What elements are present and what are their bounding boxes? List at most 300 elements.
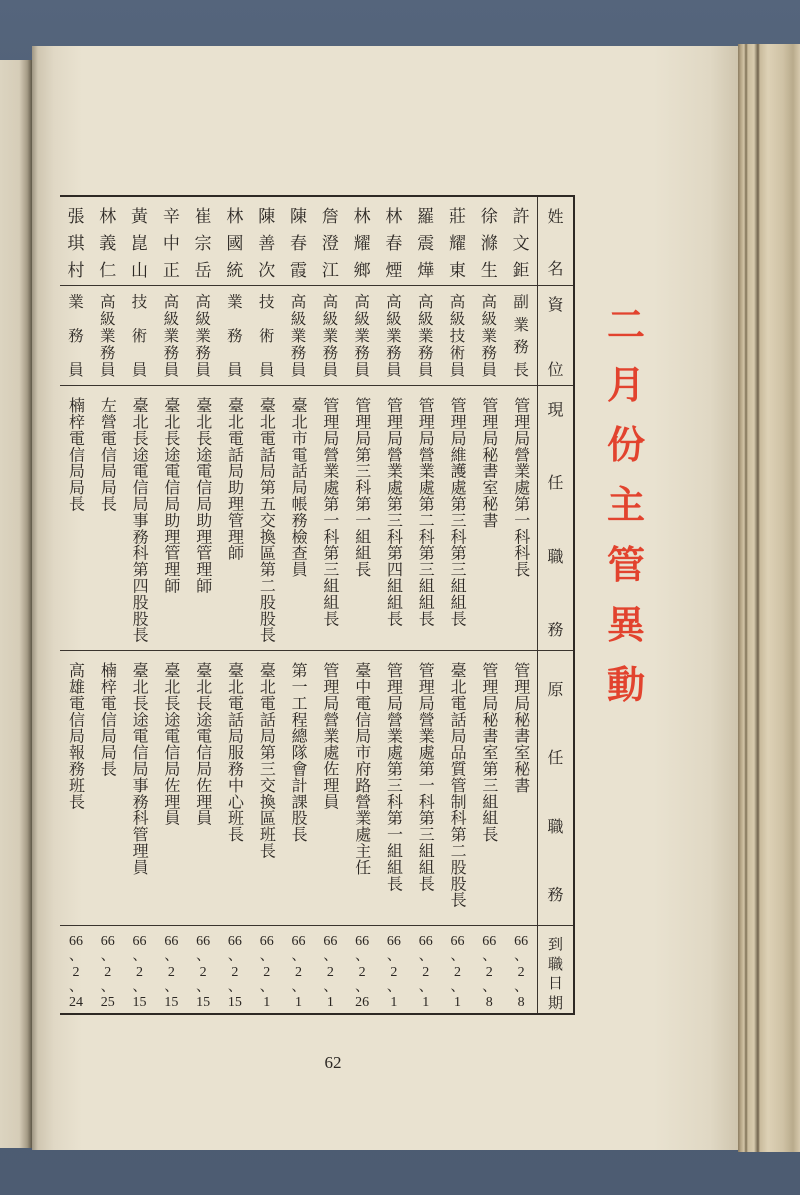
glyph: 高 [290,293,307,311]
date-separator: 、 [196,949,211,965]
glyph: 務 [354,343,370,362]
glyph: 術 [131,326,148,345]
date-separator: 、 [450,949,465,965]
header-rank [547,297,563,378]
date-part: 66 [196,934,211,949]
date-part: 2 [136,964,144,980]
start-date [419,935,433,1010]
glyph: 業 [386,326,402,345]
glyph: 級 [386,309,402,328]
glyph: 級 [449,309,466,328]
person-name [513,209,530,280]
glyph: 務 [322,343,339,362]
table-row [314,197,346,1013]
previous-post: 管理局營業處佐理員 [320,662,340,810]
previous-post: 臺中電信局市府路營業處主任 [352,662,372,876]
date-part: 2 [104,964,112,980]
date-separator: 、 [450,979,465,995]
name-cell [92,197,124,286]
start-date [355,935,369,1010]
glyph: 務 [547,619,564,639]
name-cell [219,197,251,286]
rank-cell [155,286,187,386]
table-row [410,197,442,1013]
date-part: 2 [390,964,398,980]
glyph: 務 [417,343,434,362]
start-date-cell [314,926,346,1013]
glyph: 職 [547,546,564,566]
previous-post: 管理局秘書室第三組組長 [479,662,499,843]
current-post: 臺北長途電信局事務科第四股股長 [130,397,150,643]
glyph: 江 [321,261,339,281]
date-separator: 、 [227,949,242,965]
glyph: 琪 [67,234,85,254]
date-part: 66 [100,934,115,949]
glyph: 員 [195,360,211,379]
current-post: 臺北電話局助理管理師 [225,397,245,561]
glyph: 高 [163,293,180,311]
glyph: 務 [163,343,180,362]
glyph: 東 [449,261,466,281]
start-date-cell [442,926,474,1013]
page-number: 62 [324,1053,342,1072]
previous-post-cell [346,651,378,926]
person-rank [323,295,339,378]
glyph: 現 [547,400,564,419]
person-rank [482,295,498,378]
person-rank [68,295,84,378]
glyph: 中 [162,234,180,254]
header-current-post [547,402,563,638]
glyph: 日 [547,974,563,993]
person-rank [386,295,402,378]
personnel-table [60,195,575,1015]
date-separator: 、 [386,979,401,995]
date-part: 66 [164,934,179,949]
date-part: 2 [485,964,493,980]
start-date [482,935,496,1010]
start-date-cell [60,926,92,1013]
date-part: 66 [68,934,83,949]
rank-cell [219,286,251,386]
glyph: 資 [547,295,564,314]
current-post-cell [378,386,410,651]
glyph: 員 [417,360,434,379]
glyph: 林 [226,207,244,227]
start-date [69,935,83,1010]
glyph: 統 [226,261,244,281]
person-rank [100,295,116,378]
date-part: 2 [263,964,271,980]
current-post: 楠梓電信局局長 [66,397,86,512]
date-part: 2 [454,964,461,980]
start-date [133,935,147,1010]
glyph: 異 [606,603,645,647]
table-row [60,197,92,1013]
page-stack-edge [738,44,800,1152]
header-previous-post [547,682,563,903]
glyph: 員 [449,360,466,379]
previous-post-cell [187,651,219,926]
person-name [226,209,243,280]
name-cell [124,197,156,286]
start-date [387,935,401,1010]
person-rank [164,295,180,378]
person-name [131,209,148,280]
current-post-cell [155,386,187,651]
current-post-cell [314,386,346,651]
start-date [196,935,210,1010]
glyph: 術 [449,343,466,362]
date-separator: 、 [132,949,147,965]
current-post: 管理局營業處第三科第四組組長 [384,397,404,627]
glyph: 宗 [194,234,212,254]
glyph: 務 [195,343,211,362]
glyph: 陳 [258,207,276,227]
date-separator: 、 [196,979,211,995]
person-rank [513,295,529,378]
glyph: 業 [68,293,84,311]
glyph: 員 [481,360,498,379]
header-start-date [548,937,563,1011]
glyph: 業 [513,315,529,334]
person-name [354,209,371,280]
start-date [451,935,465,1010]
name-cell [251,197,283,286]
current-post-cell [346,386,378,651]
glyph: 技 [258,293,275,311]
person-rank [354,295,370,378]
date-part: 15 [227,995,242,1010]
previous-post-cell [314,651,346,926]
glyph: 務 [547,884,564,904]
previous-post-cell [378,651,410,926]
date-part: 26 [355,995,370,1010]
previous-post: 臺北長途電信局佐理員 [161,662,181,826]
glyph: 羅 [417,207,435,227]
date-part: 66 [227,934,242,949]
glyph: 業 [195,326,211,345]
date-part: 2 [517,964,525,980]
header-current-post-cell [538,386,573,651]
date-part: 25 [100,995,115,1010]
glyph: 職 [547,954,563,973]
person-rank [450,295,466,378]
rank-cell [124,286,156,386]
person-name [449,209,466,280]
glyph: 員 [290,360,307,379]
previous-post-cell [124,651,156,926]
date-separator: 、 [259,949,274,965]
person-name [99,209,116,280]
glyph: 仁 [99,261,117,281]
date-part: 2 [72,964,80,980]
glyph: 級 [99,309,116,328]
glyph: 崑 [131,234,149,254]
glyph: 員 [68,360,84,379]
glyph: 員 [386,360,402,379]
previous-post: 第一工程總隊會計課股長 [289,662,309,843]
table-row [251,197,283,1013]
date-separator: 、 [418,949,433,965]
glyph: 黃 [131,207,149,227]
previous-post-cell [251,651,283,926]
glyph: 高 [449,293,466,311]
date-part: 1 [454,995,461,1010]
name-cell [442,197,474,286]
date-part: 66 [323,934,338,949]
glyph: 級 [354,309,370,328]
glyph: 次 [258,261,276,281]
previous-post: 臺北長途電信局事務科管理員 [130,662,150,876]
glyph: 高 [99,293,116,311]
glyph: 員 [258,360,275,379]
header-name-cell [538,197,573,286]
person-name [67,209,84,280]
glyph: 莊 [449,207,466,227]
glyph: 業 [227,293,243,311]
start-date-cell [124,926,156,1013]
glyph: 務 [386,343,402,362]
person-rank [291,295,307,378]
glyph: 生 [480,261,498,281]
glyph: 春 [385,234,403,254]
glyph: 詹 [321,207,339,227]
rank-cell [92,286,124,386]
name-cell [473,197,505,286]
previous-post-cell [410,651,442,926]
current-post: 臺北長途電信局助理管理師 [161,397,181,594]
glyph: 動 [606,663,645,707]
glyph: 級 [163,309,180,328]
glyph: 澄 [321,234,339,254]
start-date [101,935,115,1010]
glyph: 國 [226,234,244,254]
start-date [228,935,242,1010]
date-part: 24 [68,995,83,1010]
date-part: 15 [164,995,179,1010]
date-part: 66 [514,934,529,949]
glyph: 名 [547,259,564,278]
date-separator: 、 [259,979,274,995]
glyph: 期 [547,993,563,1012]
glyph: 員 [354,360,370,379]
person-name [385,209,402,280]
table-header-column [537,197,573,1013]
current-post-cell [251,386,283,651]
date-part: 66 [132,934,147,949]
date-separator: 、 [355,949,370,965]
glyph: 霞 [290,261,308,281]
current-post-cell [124,386,156,651]
name-cell [60,197,92,286]
glyph: 任 [547,473,564,493]
glyph: 員 [163,360,180,379]
glyph: 級 [322,309,339,328]
rank-cell [442,286,474,386]
date-part: 2 [358,964,366,980]
current-post-cell [283,386,315,651]
previous-post: 臺北電話局品質管制科第二股股長 [448,662,468,908]
start-date-cell [155,926,187,1013]
glyph: 業 [99,326,116,345]
table-row [283,197,315,1013]
date-part: 66 [418,934,433,949]
glyph: 級 [417,309,434,328]
start-date-cell [505,926,537,1013]
glyph: 崔 [194,207,212,227]
current-post-cell [410,386,442,651]
current-post-cell [187,386,219,651]
name-cell [410,197,442,286]
glyph: 員 [131,360,148,379]
name-cell [346,197,378,286]
current-post: 管理局秘書室秘書 [479,397,499,529]
date-separator: 、 [386,949,401,965]
glyph: 岳 [194,261,212,281]
previous-post-cell [92,651,124,926]
date-part: 66 [259,934,274,949]
rank-cell [473,286,505,386]
glyph: 員 [322,360,339,379]
previous-page-edge [0,60,32,1148]
rank-cell [283,286,315,386]
glyph: 務 [227,326,243,345]
rank-cell [378,286,410,386]
glyph: 林 [385,207,403,227]
start-date [164,935,178,1010]
person-name [481,209,498,280]
person-name [417,209,434,280]
header-previous-post-cell [538,651,573,926]
glyph: 業 [163,326,180,345]
glyph: 煙 [385,261,403,281]
previous-post: 臺北電話局第三交換區班長 [257,662,277,859]
current-post: 管理局維護處第三科第三組組長 [448,397,468,627]
current-post: 管理局營業處第二科第三組組長 [416,397,436,627]
rank-cell [314,286,346,386]
date-separator: 、 [68,949,83,965]
date-part: 2 [167,964,175,980]
glyph: 高 [386,293,402,311]
current-post: 臺北電話局第五交換區第二股股長 [257,397,277,643]
glyph: 職 [547,816,564,836]
glyph: 到 [547,935,563,953]
glyph: 級 [195,309,211,328]
glyph: 業 [322,326,339,345]
date-separator: 、 [323,949,338,965]
table-row [92,197,124,1013]
current-post: 管理局第三科第一組組長 [352,397,372,578]
glyph: 原 [547,680,564,699]
current-post-cell [442,386,474,651]
previous-post-cell [155,651,187,926]
date-separator: 、 [100,949,115,965]
glyph: 位 [547,360,564,379]
start-date [323,935,337,1010]
person-rank [227,295,243,378]
glyph: 高 [481,293,498,311]
glyph: 任 [547,748,564,768]
date-part: 1 [295,995,303,1010]
glyph: 月 [606,363,645,407]
date-separator: 、 [100,979,115,995]
current-post: 左營電信局局長 [98,397,118,512]
person-name [258,209,275,280]
glyph: 山 [131,261,149,281]
date-part: 2 [295,964,303,980]
previous-post: 臺北長途電信局佐理員 [193,662,213,826]
name-cell [378,197,410,286]
person-rank [259,295,275,378]
table-row [219,197,251,1013]
person-name [163,209,180,280]
glyph: 村 [67,261,85,281]
glyph: 級 [290,309,307,328]
name-cell [314,197,346,286]
current-post-cell [60,386,92,651]
glyph: 鉅 [512,261,530,281]
start-date-cell [473,926,505,1013]
date-separator: 、 [68,979,83,995]
start-date-cell [283,926,315,1013]
glyph: 員 [227,360,243,379]
rank-cell [251,286,283,386]
glyph: 滌 [480,234,498,254]
glyph: 高 [354,293,370,311]
glyph: 義 [99,234,117,254]
start-date [260,935,274,1010]
date-separator: 、 [355,979,370,995]
glyph: 陳 [290,207,308,227]
name-cell [187,197,219,286]
start-date-cell [219,926,251,1013]
rank-cell [60,286,92,386]
glyph: 業 [417,326,434,345]
rank-cell [505,286,537,386]
date-part: 15 [132,995,147,1010]
date-separator: 、 [482,979,497,995]
glyph: 震 [417,234,435,254]
person-name [290,209,307,280]
date-separator: 、 [291,949,306,965]
glyph: 主 [606,483,645,527]
table-row [505,197,537,1013]
date-separator: 、 [323,979,338,995]
glyph: 技 [449,326,466,345]
current-post: 臺北長途電信局助理管理師 [193,397,213,594]
start-date-cell [346,926,378,1013]
date-part: 8 [485,995,493,1010]
start-date-cell [251,926,283,1013]
date-part: 1 [263,995,271,1010]
table-row [473,197,505,1013]
previous-post-cell [283,651,315,926]
glyph: 二 [606,303,645,347]
name-cell [505,197,537,286]
glyph: 姓 [547,207,564,226]
glyph: 技 [131,293,148,311]
glyph: 員 [99,360,116,379]
current-post: 臺北市電話局帳務檢查員 [289,397,309,578]
glyph: 燁 [417,261,435,281]
date-part: 2 [422,964,430,980]
glyph: 務 [68,326,84,345]
header-name [547,209,563,277]
glyph: 務 [513,338,529,356]
date-part: 2 [326,964,334,980]
glyph: 正 [162,261,180,281]
